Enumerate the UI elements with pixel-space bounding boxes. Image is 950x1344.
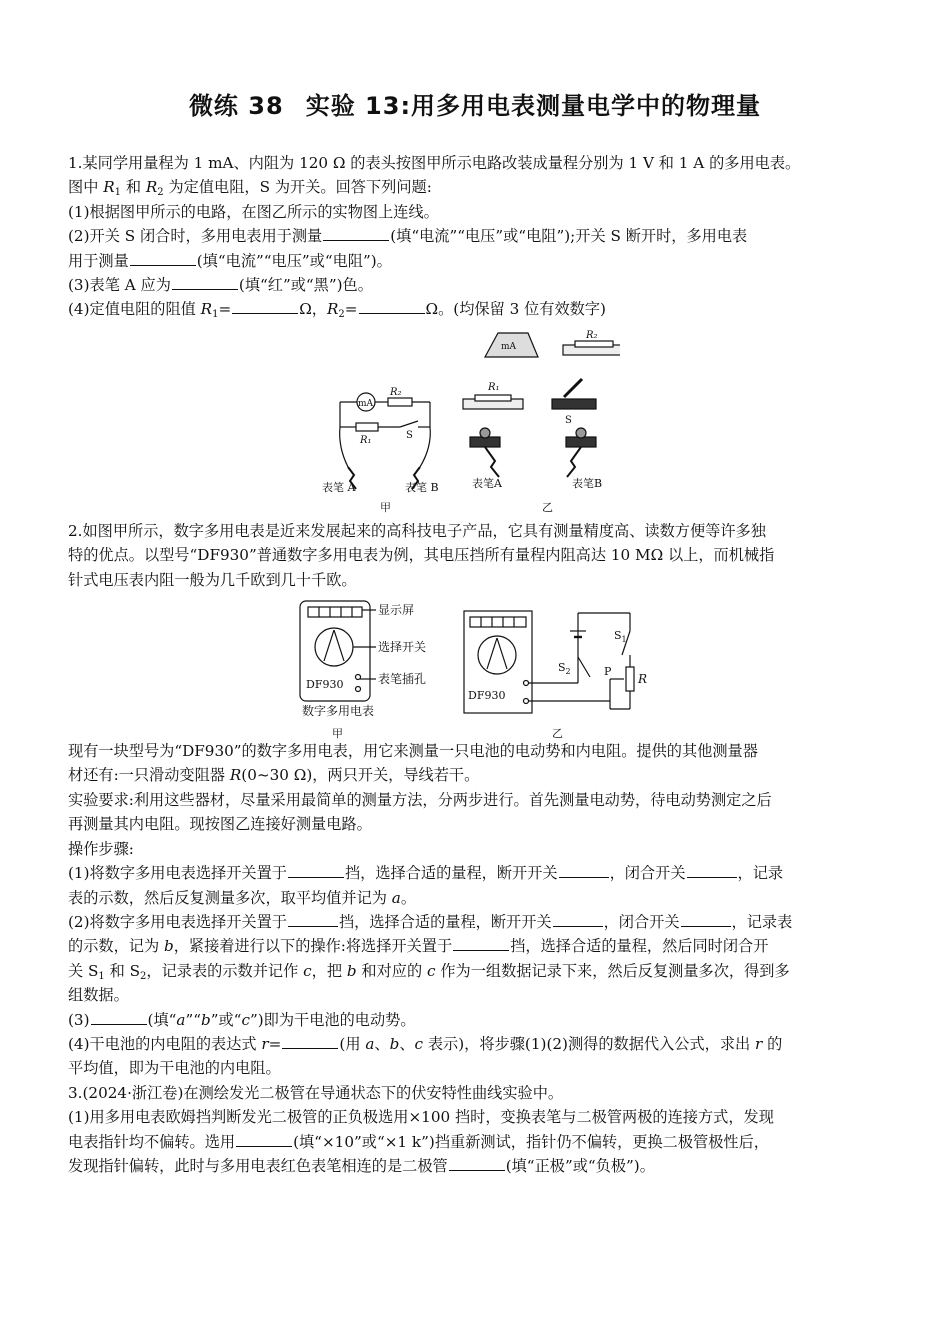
- selector-dial: [315, 628, 353, 666]
- q1-line: (4)定值电阻的阻值 $R_1= \Omega$，$R_2= \Omega$。(均保留 3 位有效数字): [68, 300, 606, 321]
- yi-s-label: S: [565, 415, 572, 426]
- r2-label: R₂: [390, 387, 402, 398]
- switch-label: 选择开关: [378, 640, 427, 654]
- q2b-line: (1)将数字多用电表选择开关置于 挡，选择合适的量程，断开开关 ，闭合开关 ，记录: [68, 864, 784, 883]
- q2b-line: 材还有:一只滑动变阻器 R(0~30 Ω)，两只开关，导线若干。: [68, 766, 480, 785]
- jack-label: 表笔插孔: [378, 672, 427, 686]
- yi-r2-label: R₂: [586, 330, 598, 341]
- yi-r1-label: R₁: [488, 382, 500, 393]
- screen-label: 显示屏: [378, 603, 415, 617]
- switch-s: [400, 421, 418, 427]
- answer-blank[interactable]: [236, 1132, 292, 1147]
- answer-blank[interactable]: [681, 912, 731, 927]
- meter-name: 数字多用电表: [302, 704, 375, 718]
- display-screen-2: [470, 617, 526, 627]
- q2b-line: 操作步骤:: [68, 839, 134, 858]
- q2b-line: 组数据。: [68, 986, 129, 1005]
- switch-s2: [578, 657, 590, 677]
- switch-lever: [564, 379, 582, 397]
- apparatus-yi: [463, 330, 620, 514]
- q2b-line: 表的示数，然后反复测量多次，取平均值并记为 a。: [68, 888, 417, 907]
- yi-meter-label: mA: [501, 342, 517, 352]
- q1-line: (3)表笔 A 应为 (填“红”或“黑”)色。: [68, 276, 373, 295]
- answer-blank[interactable]: [288, 912, 338, 927]
- r1-label: R₁: [360, 435, 372, 446]
- q2b-line: 平均值，即为干电池的内电阻。: [68, 1059, 281, 1078]
- q3-line: 发现指针偏转，此时与多用电表红色表笔相连的是二极管 (填“正极”或“负极”)。: [68, 1156, 655, 1175]
- rheostat-r: [626, 667, 634, 691]
- answer-blank[interactable]: [559, 863, 609, 878]
- pen-a-label: 表笔 A: [322, 481, 356, 494]
- selector-pointer: [324, 630, 344, 661]
- p-label: P: [604, 665, 612, 678]
- q2b-line: (2)将数字多用电表选择开关置于 挡，选择合适的量程，断开开关 ，闭合开关 ，记录表: [68, 912, 793, 931]
- q1-line: 图中 $R_1$ 和 $R_2$ 为定值电阻，S 为开关。回答下列问题:: [68, 178, 432, 199]
- s2-label: $S_2$: [558, 661, 571, 676]
- selector-dial-2: [478, 636, 516, 674]
- q3-line: (1)用多用电表欧姆挡判断发光二极管的正负极选用×100 挡时，变换表笔与二极管两极的连接方式，发现: [68, 1108, 774, 1127]
- answer-blank[interactable]: [91, 1010, 147, 1025]
- answer-blank[interactable]: [359, 299, 425, 314]
- q2-line: 针式电压表内阻一般为几千欧到几十千欧。: [68, 570, 357, 589]
- q2b-line: 再测量其内电阻。现按图乙连接好测量电路。: [68, 815, 372, 834]
- q2b-line: 的示数，记为 b，紧接着进行以下的操作:将选择开关置于 挡，选择合适的量程，然后同时闭合开: [68, 937, 769, 956]
- s-label: S: [406, 430, 413, 441]
- meter-label: mA: [358, 399, 374, 409]
- answer-blank[interactable]: [687, 863, 737, 878]
- q2b-line: (4)干电池的内电阻的表达式 r= (用 a、b、c 表示)，将步骤(1)(2)测得的数据代入公式，求出 r 的: [68, 1034, 783, 1053]
- display-screen: [308, 607, 362, 617]
- page-title: 微练 38 实验 13:用多用电表测量电学中的物理量: [188, 92, 762, 120]
- switch-board: [552, 399, 596, 409]
- yi-pen-a-label: 表笔A: [472, 477, 502, 490]
- q2b-line: 实验要求:利用这些器材，尽量采用最简单的测量方法，分两步进行。首先测量电动势，待电动势测定之后: [68, 790, 772, 809]
- q1-line: 用于测量 (填“电流”“电压”或“电阻”)。: [68, 251, 392, 270]
- answer-blank[interactable]: [553, 912, 603, 927]
- multimeter-jia: [300, 601, 426, 740]
- q1-line: 1.某同学用量程为 1 mA、内阻为 120 Ω 的表头按图甲所示电路改装成量程分别为 1 V 和 1 A 的多用电表。: [68, 154, 801, 172]
- jack-2: [356, 687, 361, 692]
- answer-blank[interactable]: [282, 1034, 338, 1049]
- q2-line: 特的优点。以型号“DF930”普通数字多用电表为例，其电压挡所有量程内阻高达 10 MΩ 以上，而机械指: [68, 546, 775, 565]
- answer-blank[interactable]: [232, 299, 298, 314]
- q2b-line: 关 $S_1$ 和 $S_2$，记录表的示数并记作 c，把 b 和对应的 c 作为一组数据记录下来，然后反复测量多次，得到多: [68, 961, 790, 982]
- yi-probe-a: [485, 447, 499, 477]
- caption-jia: 甲: [380, 501, 391, 514]
- caption-yi-2: 乙: [552, 727, 563, 740]
- q1-line: (1)根据图甲所示的电路，在图乙所示的实物图上连线。: [68, 202, 439, 221]
- model-label: DF930: [306, 678, 344, 691]
- caption-yi: 乙: [542, 501, 553, 514]
- r-label: R: [638, 672, 648, 686]
- figure-2: [290, 597, 650, 747]
- answer-blank[interactable]: [323, 226, 389, 241]
- resistor-r1: [356, 423, 378, 431]
- pen-b-label: 表笔 B: [405, 481, 439, 494]
- q2-line: 2.如图甲所示，数字多用电表是近来发展起来的高科技电子产品，它具有测量精度高、读数方便等许多独: [68, 521, 766, 540]
- yi-probe-b: [567, 447, 581, 477]
- model-label-2: DF930: [468, 689, 506, 702]
- q3-line: 电表指针均不偏转。选用 (填“×10”或“×1 k”)挡重新测试，指针仍不偏转，更换二极管极性后，: [68, 1132, 769, 1151]
- q3-line: 3.(2024·浙江卷)在测绘发光二极管在导通状态下的伏安特性曲线实验中。: [68, 1083, 564, 1102]
- caption-jia-2: 甲: [332, 727, 343, 740]
- answer-blank[interactable]: [172, 275, 238, 290]
- jack-1: [356, 675, 361, 680]
- circuit-jia: [322, 387, 439, 514]
- q1-line: (2)开关 S 闭合时，多用电表用于测量 (填“电流”“电压”或“电阻”);开关 S 断开时，多用电表: [68, 227, 748, 246]
- answer-blank[interactable]: [449, 1156, 505, 1171]
- figure-1: [320, 327, 620, 517]
- answer-blank[interactable]: [453, 936, 509, 951]
- answer-blank[interactable]: [288, 863, 344, 878]
- q2b-line: (3) (填“a”“b”或“c”)即为干电池的电动势。: [68, 1010, 416, 1029]
- resistor-r2: [388, 398, 412, 406]
- q2b-line: 现有一块型号为“DF930”的数字多用电表，用它来测量一只电池的电动势和内电阻。提供的其他测量器: [68, 742, 758, 761]
- yi-pen-b-label: 表笔B: [572, 477, 603, 490]
- circuit-yi-2: [464, 611, 647, 740]
- answer-blank[interactable]: [130, 251, 196, 266]
- s1-label: $S_1$: [614, 629, 627, 644]
